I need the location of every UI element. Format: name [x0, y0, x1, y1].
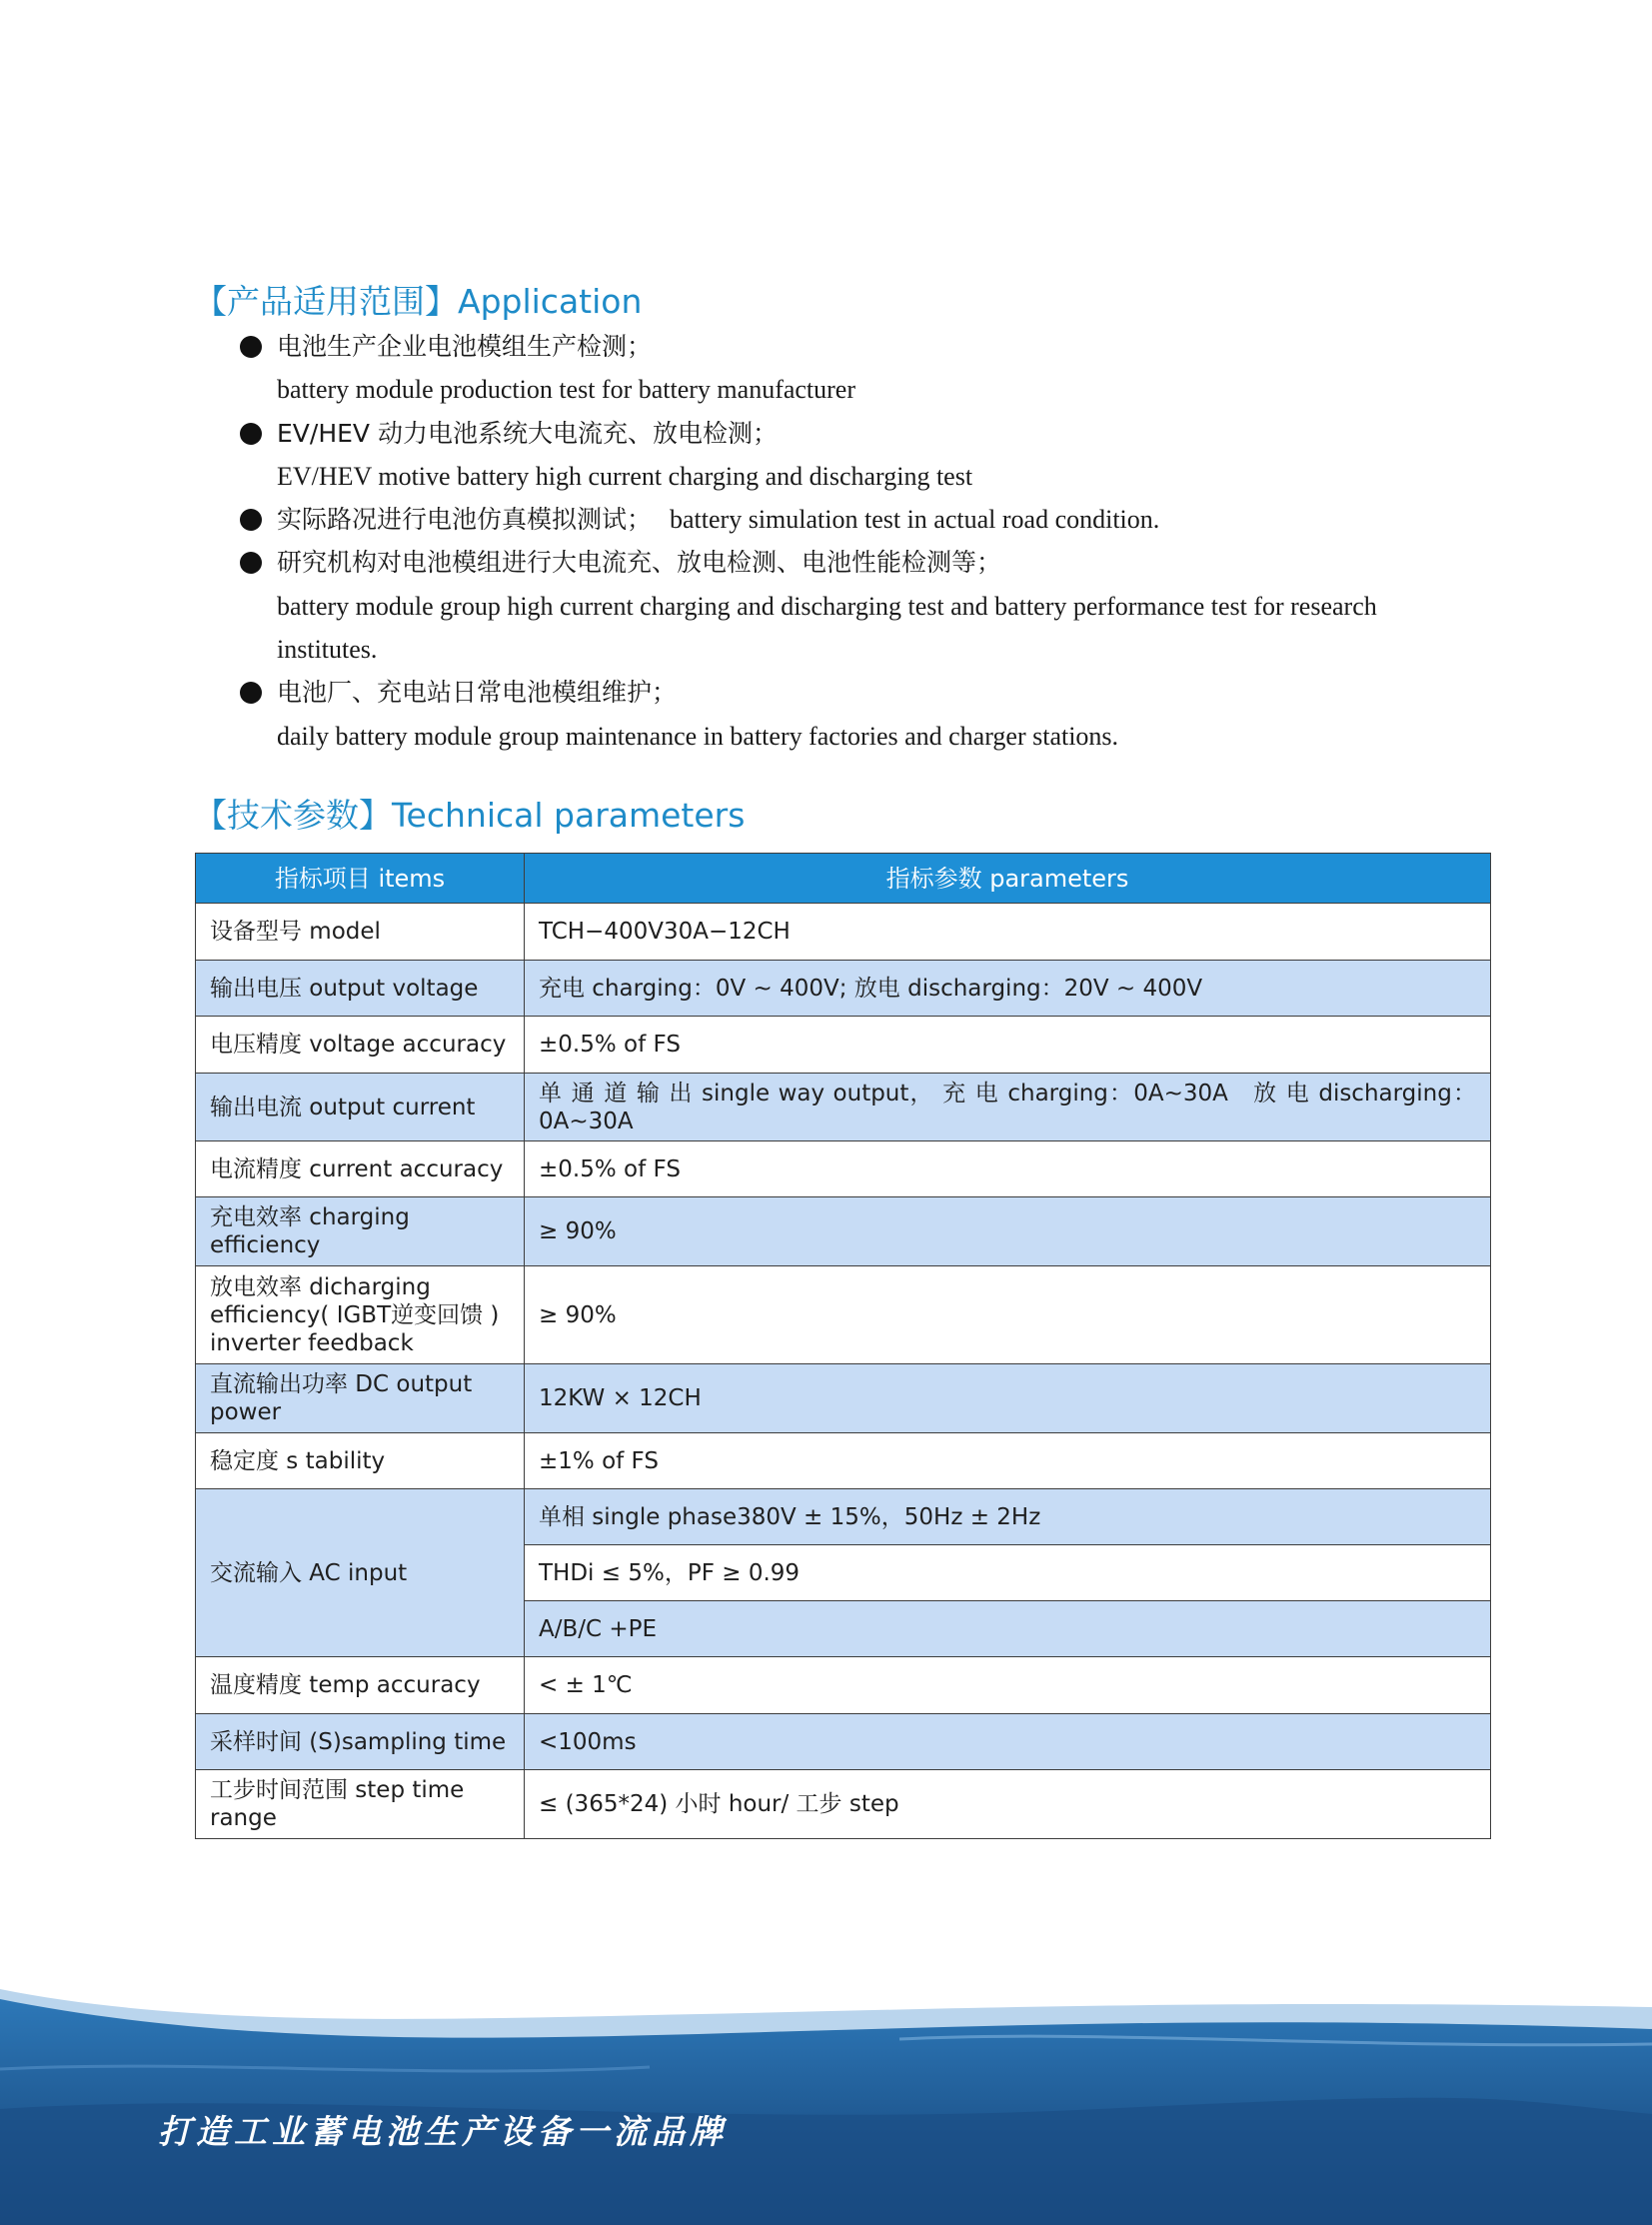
- item-cell: 交流输入 AC input: [196, 1489, 525, 1657]
- table-row: [196, 1364, 1491, 1433]
- application-item-cn: 实际路况进行电池仿真模拟测试；: [277, 505, 653, 535]
- value-cell: 充电 charging：0V ~ 400V; 放电 discharging：20V ~ 400V: [525, 961, 1491, 1017]
- bullet-icon: [240, 682, 262, 704]
- technical-parameters-table: [195, 853, 1491, 1839]
- table-row: [196, 1433, 1491, 1489]
- bullet-icon: [240, 336, 262, 358]
- application-item-en: daily battery module group maintenance in battery factories and charger stations.: [277, 721, 1119, 751]
- application-item-en: battery simulation test in actual road condition.: [670, 505, 1160, 535]
- item-cell: 输出电压 output voltage: [196, 961, 525, 1017]
- table-row: [196, 1489, 1491, 1545]
- table-row: [196, 1266, 1491, 1364]
- value-cell: 单相 single phase380V ± 15%，50Hz ± 2Hz: [525, 1489, 1491, 1545]
- footer-wave-banner: [0, 1959, 1652, 2225]
- item-cell: 充电效率 charging efficiency: [196, 1197, 525, 1266]
- table-row: [196, 1074, 1491, 1141]
- table-row: [196, 1197, 1491, 1266]
- item-cell: 稳定度 s tability: [196, 1433, 525, 1489]
- value-cell: 12KW × 12CH: [525, 1364, 1491, 1433]
- value-cell: < ± 1℃: [525, 1657, 1491, 1714]
- application-item-en: EV/HEV motive battery high current charging and discharging test: [277, 461, 973, 491]
- table-header-row: [196, 854, 1491, 904]
- bullet-icon: [240, 552, 262, 574]
- item-cell: 电流精度 current accuracy: [196, 1141, 525, 1197]
- value-cell: ±0.5% of FS: [525, 1017, 1491, 1074]
- value-cell: ≤ (365*24) 小时 hour/ 工步 step: [525, 1770, 1491, 1839]
- value-cell: ±0.5% of FS: [525, 1141, 1491, 1197]
- application-item: [240, 671, 1439, 758]
- table-row: [196, 904, 1491, 961]
- item-cell: 采样时间 (S)sampling time: [196, 1714, 525, 1770]
- bullet-icon: [240, 509, 262, 531]
- table-row: [196, 1657, 1491, 1714]
- table-row: [196, 1141, 1491, 1197]
- application-item-cn: 电池生产企业电池模组生产检测；: [277, 332, 653, 361]
- value-cell: ±1% of FS: [525, 1433, 1491, 1489]
- item-cell: 直流输出功率 DC output power: [196, 1364, 525, 1433]
- footer-slogan: 打造工业蓄电池生产设备一流品牌: [158, 2112, 728, 2151]
- application-title: 【产品适用范围】Application: [194, 282, 643, 321]
- technical-parameters-title: 【技术参数】Technical parameters: [194, 796, 746, 835]
- bullet-icon: [240, 423, 262, 445]
- value-cell: ≥ 90%: [525, 1266, 1491, 1364]
- header-parameters: 指标参数 parameters: [525, 854, 1491, 904]
- table-row: [196, 1770, 1491, 1839]
- application-item: [240, 498, 1439, 541]
- value-cell: THDi ≤ 5%，PF ≥ 0.99: [525, 1545, 1491, 1601]
- item-cell: 温度精度 temp accuracy: [196, 1657, 525, 1714]
- application-item-en: battery module production test for battery manufacturer: [277, 375, 856, 405]
- item-cell: 输出电流 output current: [196, 1074, 525, 1141]
- application-item: [240, 541, 1439, 671]
- table-row: [196, 961, 1491, 1017]
- table-row: [196, 1017, 1491, 1074]
- application-item-cn: EV/HEV 动力电池系统大电流充、放电检测；: [277, 418, 778, 448]
- item-cell: 放电效率 dicharging efficiency( IGBT逆变回馈 ) inverter feedback: [196, 1266, 525, 1364]
- value-cell: <100ms: [525, 1714, 1491, 1770]
- application-item-cn: 电池厂、充电站日常电池模组维护；: [277, 678, 678, 708]
- item-cell: 设备型号 model: [196, 904, 525, 961]
- value-cell: A/B/C +PE: [525, 1601, 1491, 1657]
- application-item: [240, 412, 1439, 499]
- table-row: [196, 1714, 1491, 1770]
- application-list: [240, 325, 1439, 758]
- application-item-cn: 研究机构对电池模组进行大电流充、放电检测、电池性能检测等；: [277, 548, 1002, 578]
- application-item: [240, 325, 1439, 412]
- header-items: 指标项目 items: [196, 854, 525, 904]
- value-cell: 单 通 道 输 出 single way output， 充 电 charging：0A~30A 放 电 discharging：0A~30A: [525, 1074, 1491, 1141]
- value-cell: TCH−400V30A−12CH: [525, 904, 1491, 961]
- item-cell: 电压精度 voltage accuracy: [196, 1017, 525, 1074]
- item-cell: 工步时间范围 step time range: [196, 1770, 525, 1839]
- value-cell: ≥ 90%: [525, 1197, 1491, 1266]
- application-item-en: battery module group high current charging and discharging test and battery performance test for research institutes.: [277, 591, 1377, 665]
